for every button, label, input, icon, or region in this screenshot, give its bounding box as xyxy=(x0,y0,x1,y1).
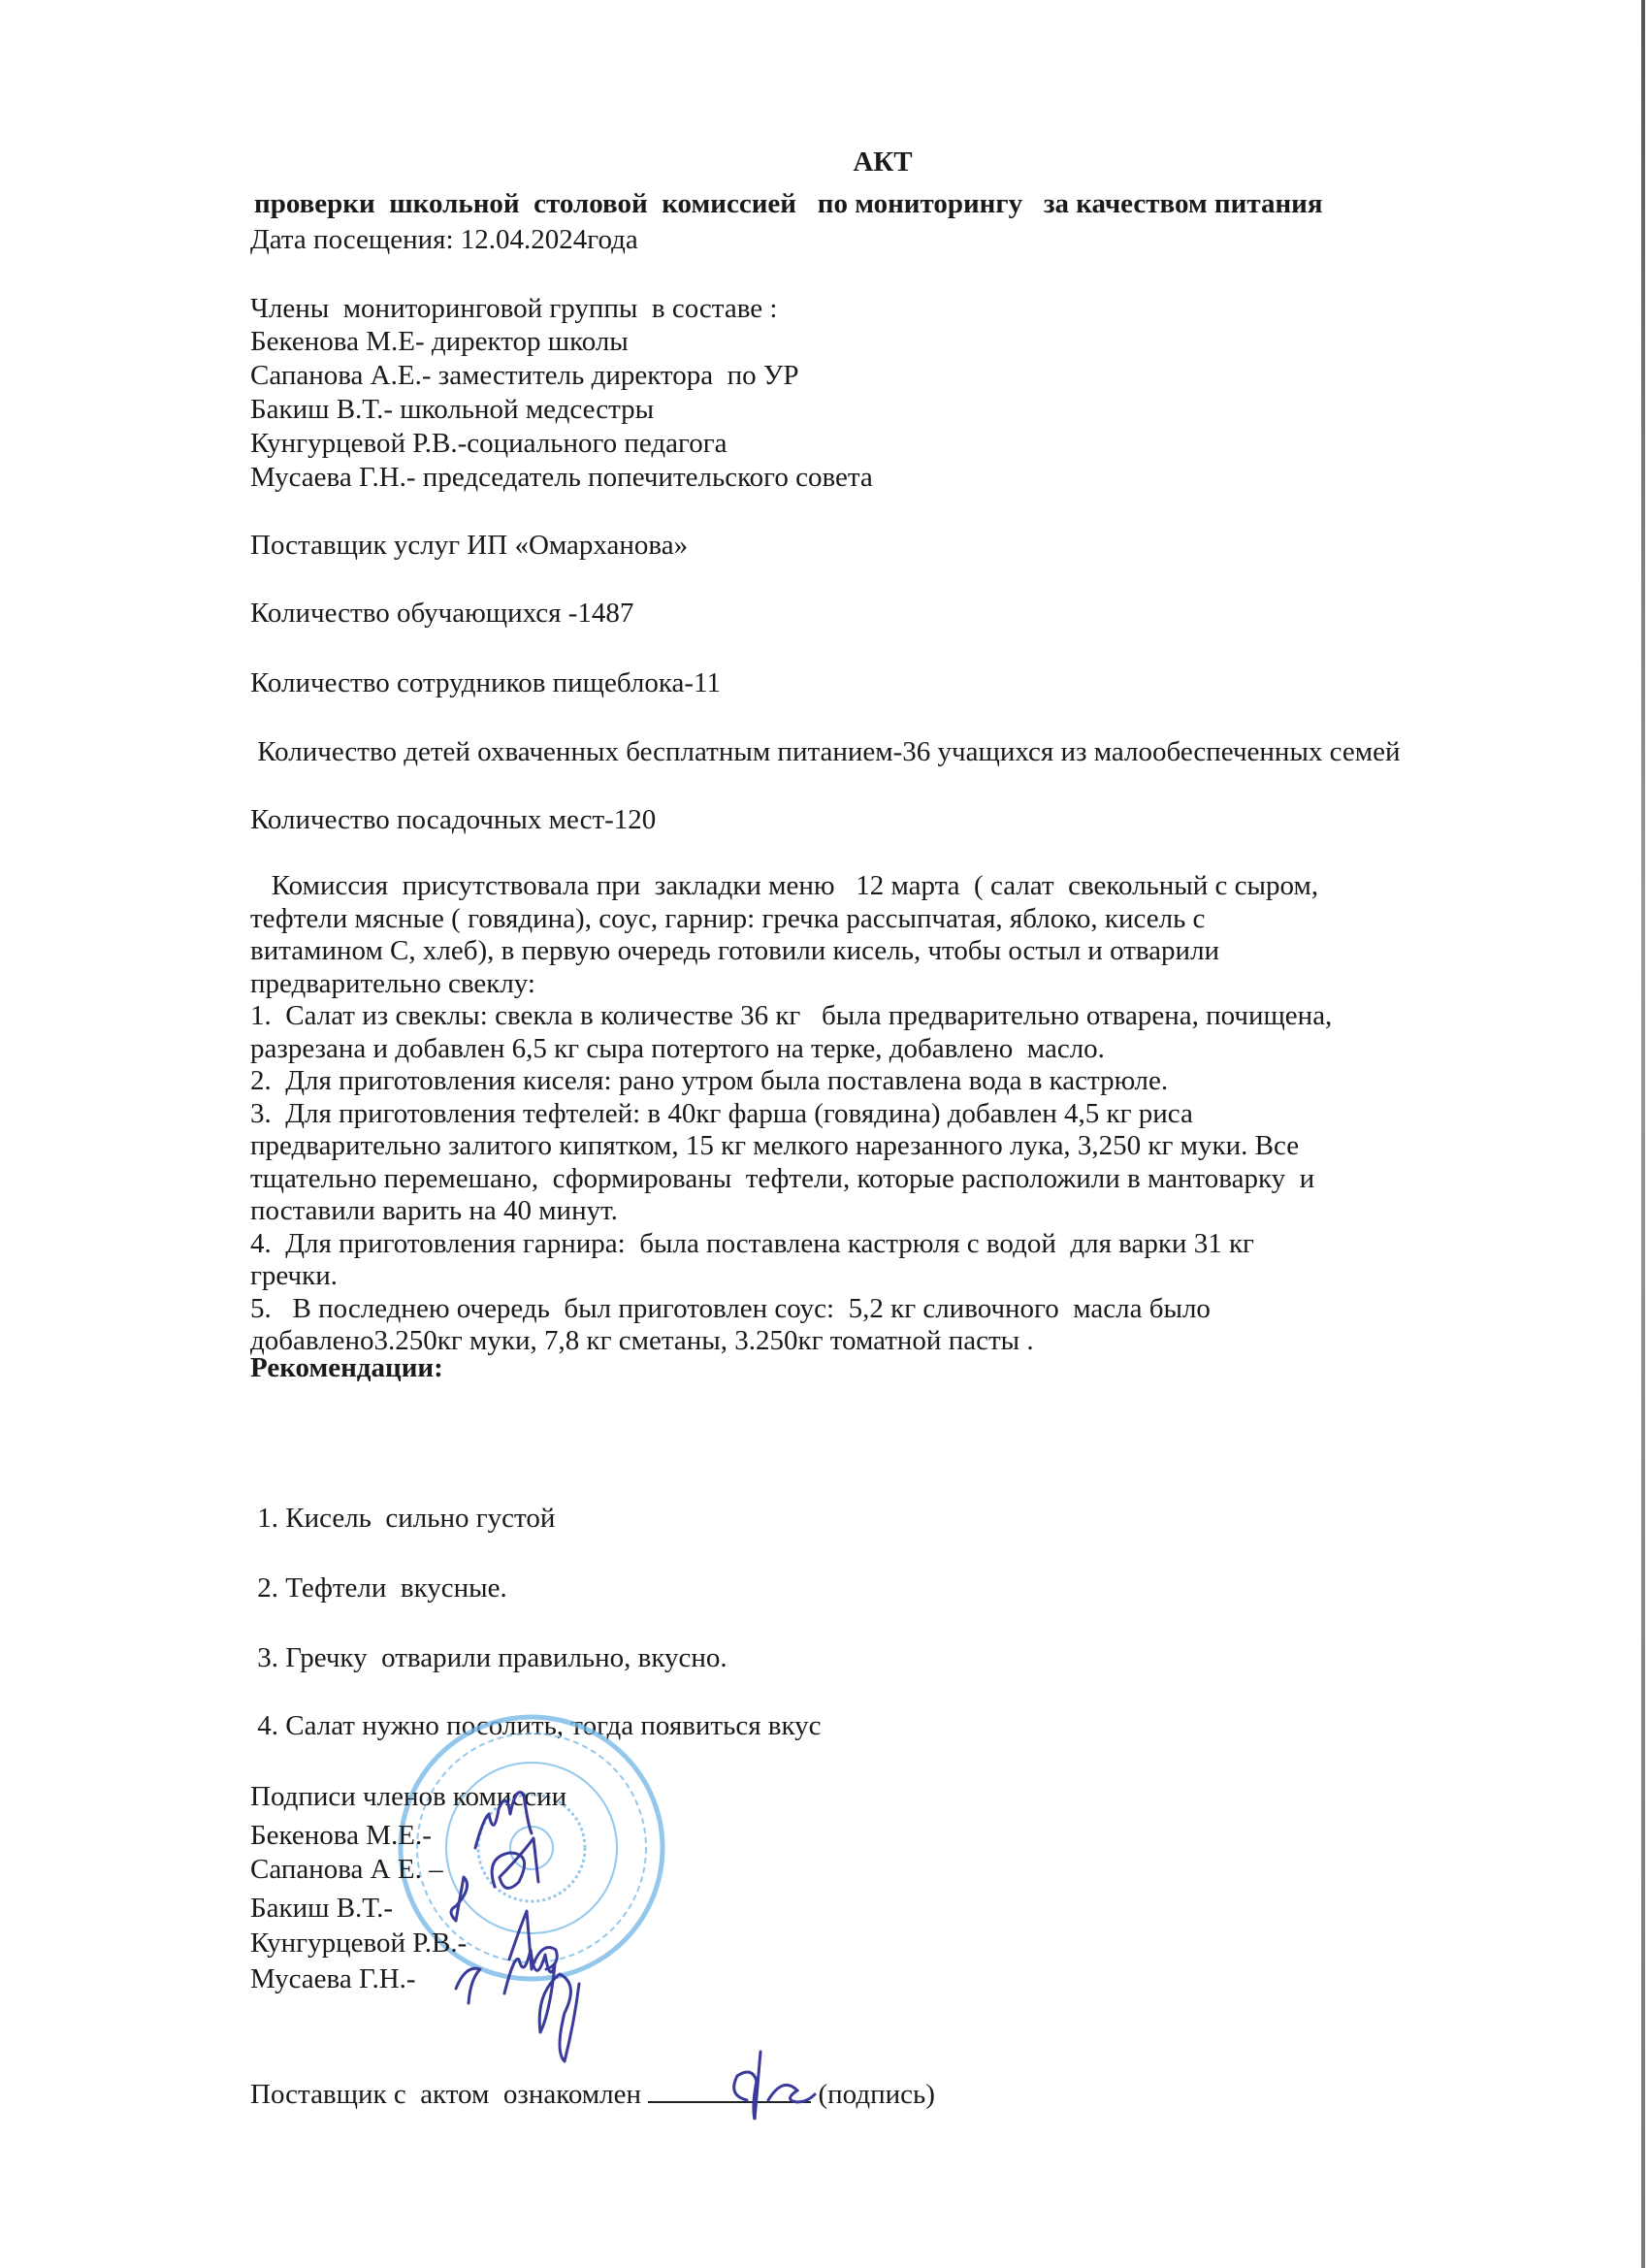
visit-date: Дата посещения: 12.04.2024года xyxy=(250,224,638,255)
recommendation-item: 2. Тефтели вкусные. xyxy=(250,1572,507,1604)
signature-line: Кунгурцевой Р.В.- xyxy=(250,1928,468,1959)
member-item: Бекенова М.Е- директор школы xyxy=(250,326,629,357)
member-item: Бакиш В.Т.- школьной медсестры xyxy=(250,394,655,425)
body-line: тефтели мясные ( говядина), соус, гарнир: гречка рассыпчатая, яблоко, кисель с xyxy=(250,902,1206,934)
body-line: разрезана и добавлен 6,5 кг сыра потертого на терке, добавлено масло. xyxy=(250,1032,1105,1064)
body-line: 5. В последнею очередь был приготовлен соус: 5,2 кг сливочного масла было xyxy=(250,1292,1211,1324)
document-title: АКТ xyxy=(853,146,913,178)
member-item: Кунгурцевой Р.В.-социального педагога xyxy=(250,428,728,459)
body-line: 4. Для приготовления гарнира: была поставлена кастрюля с водой для варки 31 кг xyxy=(250,1227,1254,1259)
body-line: предварительно свеклу: xyxy=(250,967,535,999)
seats-count: Количество посадочных мест-120 xyxy=(250,804,657,835)
recommendations-header: Рекомендации: xyxy=(250,1352,443,1383)
supplier: Поставщик услуг ИП «Омарханова» xyxy=(250,530,689,561)
students-count: Количество обучающихся -1487 xyxy=(250,598,634,629)
body-line: добавлено3.250кг муки, 7,8 кг сметаны, 3.250кг томатной пасты . xyxy=(250,1325,1034,1356)
body-line: тщательно перемешано, сформированы тефтели, которые расположили в мантоварку и xyxy=(250,1162,1315,1194)
members-header: Члены мониторинговой группы в составе : xyxy=(250,293,778,324)
document-subtitle: проверки школьной столовой комиссией по мониторингу за качеством питания xyxy=(254,188,1323,219)
recommendation-item: 4. Салат нужно посолить, тогда появиться вкус xyxy=(250,1710,822,1741)
member-item: Сапанова А.Е.- заместитель директора по УР xyxy=(250,360,799,391)
body-line: 1. Салат из свеклы: свекла в количестве 36 кг была предварительно отварена, почищена, xyxy=(250,1000,1333,1031)
body-line: Комиссия присутствовала при закладки меню 12 марта ( салат свекольный с сыром, xyxy=(250,870,1319,901)
recommendation-item: 3. Гречку отварили правильно, вкусно. xyxy=(250,1642,728,1673)
signature-line: Мусаева Г.Н.- xyxy=(250,1963,416,1994)
signature-line: Сапанова А Е. – xyxy=(250,1854,443,1885)
recommendation-item: 1. Кисель сильно густой xyxy=(250,1503,556,1534)
body-line: витамином С, хлеб), в первую очередь готовили кисель, чтобы остыл и отварили xyxy=(250,935,1220,966)
supplier-acknowledgement: Поставщик с актом ознакомлен (подпись) xyxy=(250,2076,935,2111)
member-item: Мусаева Г.Н.- председатель попечительского совета xyxy=(250,462,873,493)
body-line: гречки. xyxy=(250,1260,338,1291)
signatures-header: Подписи членов комиссии xyxy=(250,1781,567,1812)
free-meals-count: Количество детей охваченных бесплатным питанием-36 учащихся из малообеспеченных семей xyxy=(250,736,1401,767)
body-line: 2. Для приготовления киселя: рано утром была поставлена вода в кастрюле. xyxy=(250,1065,1169,1096)
body-line: предварительно залитого кипятком, 15 кг мелкого нарезанного лука, 3,250 кг муки. Все xyxy=(250,1130,1300,1161)
body-line: 3. Для приготовления тефтелей: в 40кг фарша (говядина) добавлен 4,5 кг риса xyxy=(250,1097,1193,1129)
body-line: поставили варить на 40 минут. xyxy=(250,1195,618,1226)
signature-line: Бакиш В.Т.- xyxy=(250,1893,394,1924)
staff-count: Количество сотрудников пищеблока-11 xyxy=(250,667,721,698)
signature-line: Бекенова М.Е.- xyxy=(250,1820,432,1851)
